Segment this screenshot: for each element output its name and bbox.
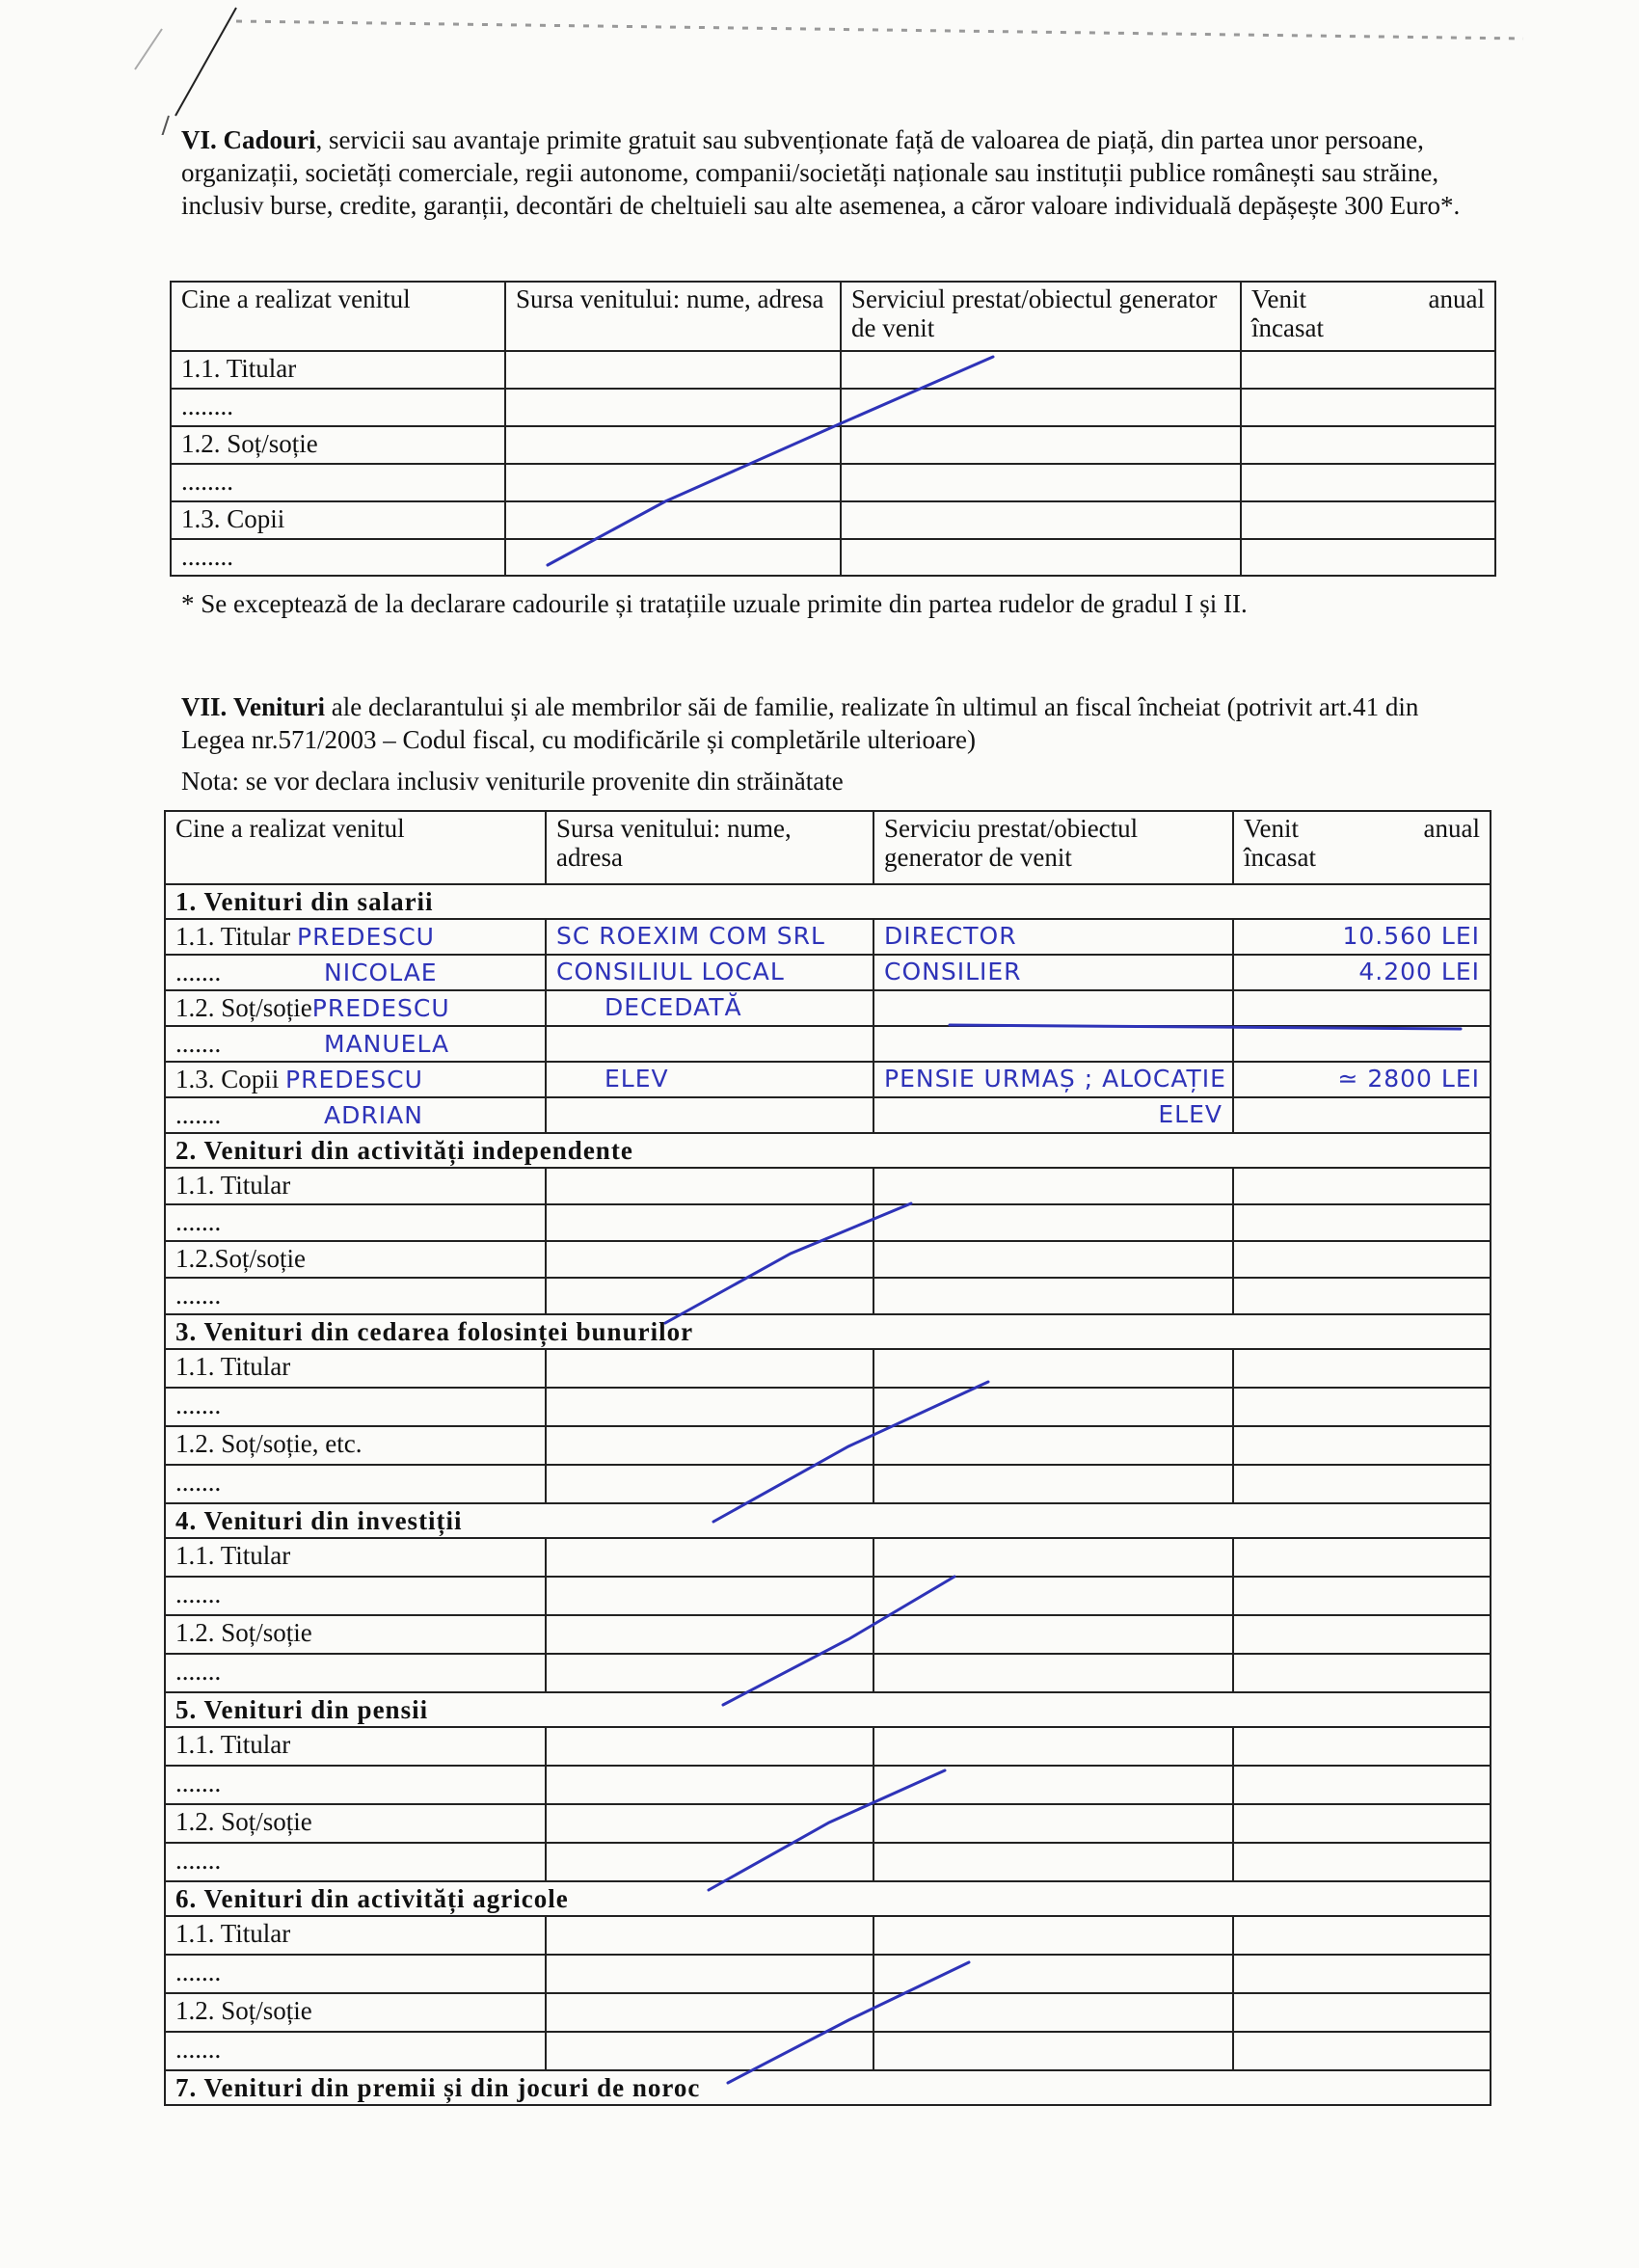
- salary-income: ≃ 2800 LEI: [1233, 1062, 1491, 1097]
- row-label: .......: [165, 1388, 546, 1426]
- row-label: 1.2. Soț/soție: [171, 426, 505, 464]
- section-7-title: VII. Venituri ale declarantului și ale membrilor săi de familie, realizate în ultimul an fiscal încheiat (potrivit art.41 din Legea nr.571/2003 – Codul fiscal, cu modificările și completările ulterioare): [181, 692, 1419, 754]
- section-7-note: Nota: se vor declara inclusiv veniturile provenite din străinătate: [181, 767, 844, 796]
- salary-row-label: 1.3. Copii PREDESCU: [165, 1062, 546, 1097]
- row-label: 1.1. Titular: [171, 351, 505, 389]
- row-label: 1.3. Copii: [171, 501, 505, 539]
- row-label: 1.1. Titular: [165, 1916, 546, 1955]
- row-label: .......: [165, 1654, 546, 1692]
- salary-source: ELEV: [546, 1062, 873, 1097]
- header-who: Cine a realizat venitul: [171, 282, 505, 351]
- header-source: Sursa venitului: nume, adresa: [505, 282, 841, 351]
- salary-service: PENSIE URMAȘ ; ALOCAȚIE: [873, 1062, 1233, 1097]
- salary-service: [873, 990, 1233, 1026]
- salary-service: DIRECTOR: [873, 919, 1233, 955]
- salary-income: 4.200 LEI: [1233, 955, 1491, 990]
- header-service: Serviciu prestat/obiectul generator de venit: [873, 811, 1233, 884]
- header-source: Sursa venitului: nume, adresa: [546, 811, 873, 884]
- salary-source: DECEDATĂ: [546, 990, 873, 1026]
- category-investments: 4. Venituri din investiții: [165, 1503, 1491, 1538]
- row-label: .......: [165, 1465, 546, 1503]
- row-label: .......: [165, 1766, 546, 1804]
- row-label: 1.1. Titular: [165, 1168, 546, 1204]
- section-6-title: VI. Cadouri, servicii sau avantaje primite gratuit sau subvenționate față de valoarea de piață, din partea unor persoane, organizații, societăți comerciale, regii autonome, companii/societăți naționale sau instituții publice românești sau străine, inclusiv burse, credite, garanții, decontări de cheltuieli sau alte asemenea, a căror valoare individuală depășește 300 Euro*.: [181, 125, 1461, 220]
- salary-service: ELEV: [873, 1097, 1233, 1133]
- salary-service: CONSILIER: [873, 955, 1233, 990]
- category-agriculture: 6. Venituri din activități agricole: [165, 1881, 1491, 1916]
- category-salaries: 1. Venituri din salarii: [165, 884, 1491, 919]
- salary-row-label: 1.1. Titular PREDESCU: [165, 919, 546, 955]
- scan-artifacts: [0, 0, 1639, 135]
- salary-row-label: ....... MANUELA: [165, 1026, 546, 1062]
- header-who: Cine a realizat venitul: [165, 811, 546, 884]
- row-label: 1.2. Soț/soție: [165, 1993, 546, 2032]
- row-label: 1.2. Soț/soție: [165, 1804, 546, 1843]
- row-label: ........: [171, 464, 505, 501]
- header-income: anual Venit încasat: [1241, 282, 1495, 351]
- row-label: .......: [165, 1278, 546, 1314]
- salary-row-label: 1.2. Soț/soțiePREDESCU: [165, 990, 546, 1026]
- salary-source: SC ROEXIM COM SRL: [546, 919, 873, 955]
- category-prizes: 7. Venituri din premii și din jocuri de noroc: [165, 2070, 1491, 2105]
- category-property-use: 3. Venituri din cedarea folosinței bunurilor: [165, 1314, 1491, 1349]
- header-service: Serviciul prestat/obiectul generator de venit: [841, 282, 1241, 351]
- income-table: [164, 810, 1491, 2106]
- row-label: 1.1. Titular: [165, 1349, 546, 1388]
- row-label: ........: [171, 539, 505, 576]
- row-label: ........: [171, 389, 505, 426]
- gifts-table: [170, 281, 1496, 577]
- salary-row-label: ....... NICOLAE: [165, 955, 546, 990]
- salary-income: [1233, 990, 1491, 1026]
- gifts-footnote: * Se exceptează de la declarare cadourile și tratațiile uzuale primite din partea rudelor de gradul I și II.: [181, 589, 1248, 618]
- header-income: anual Venit încasat: [1233, 811, 1491, 884]
- row-label: 1.2.Soț/soție: [165, 1241, 546, 1278]
- salary-row-label: ....... ADRIAN: [165, 1097, 546, 1133]
- row-label: .......: [165, 1577, 546, 1615]
- salary-income: 10.560 LEI: [1233, 919, 1491, 955]
- category-pensions: 5. Venituri din pensii: [165, 1692, 1491, 1727]
- row-label: .......: [165, 1843, 546, 1881]
- row-label: 1.2. Soț/soție, etc.: [165, 1426, 546, 1465]
- row-label: .......: [165, 1955, 546, 1993]
- row-label: .......: [165, 2032, 546, 2070]
- category-independent: 2. Venituri din activități independente: [165, 1133, 1491, 1168]
- row-label: 1.1. Titular: [165, 1727, 546, 1766]
- salary-source: CONSILIUL LOCAL: [546, 955, 873, 990]
- row-label: 1.1. Titular: [165, 1538, 546, 1577]
- row-label: 1.2. Soț/soție: [165, 1615, 546, 1654]
- row-label: .......: [165, 1204, 546, 1241]
